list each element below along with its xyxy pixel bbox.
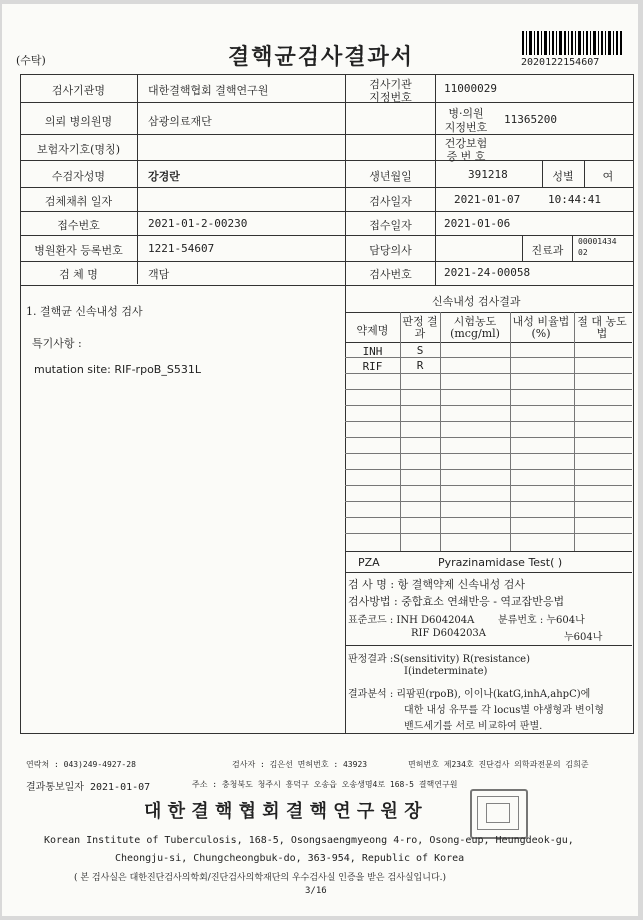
test-date-value: 2021-01-07 <box>454 193 521 206</box>
patient-name-value: 강경란 <box>148 170 180 183</box>
col-proportion: 내성 비율법(%) <box>512 315 570 340</box>
report-date: 결과통보일자 2021-01-07 <box>26 782 151 793</box>
test-method-line: 검사방법 : 중합효소 연쇄반응 - 역교잡반응법 <box>348 595 565 608</box>
organization-address-en-2: Cheongju-si, Chungcheongbuk-do, 363-954, Republic of Korea <box>115 853 465 864</box>
organization-address-en-1: Korean Institute of Tuberculosis, 168-5, Osongsaengmyeong 4-ro, Osong-eup, Heungdeok-gu, <box>44 835 574 846</box>
interpretation-line-2: I(indeterminate) <box>404 666 488 677</box>
drug-rif: RIF <box>362 360 383 373</box>
analysis-line-1: 결과분석 : 리팜핀(rpoB), 이이나(katG,inhA,ahpC)에 <box>348 689 591 700</box>
test-time-value: 10:44:41 <box>548 193 601 206</box>
mutation-site: mutation site: RIF-rpoB_S531L <box>34 363 201 376</box>
inst-code-value: 11000029 <box>444 82 497 95</box>
client-label: 의뢰 병의원명 <box>44 115 113 128</box>
contact-info: 연락처 : 043)249-4927-28 <box>26 760 136 769</box>
institution-value: 대한결핵협회 결핵연구원 <box>148 84 269 97</box>
address: 주소 : 충청북도 청주시 흥덕구 오송읍 오송생명4로 168-5 결핵연구원 <box>192 780 458 789</box>
sex-label: 성별 <box>552 170 574 183</box>
patient-reg-label: 병원환자 등록번호 <box>34 244 123 257</box>
hosp-code-label-1: 병·의원 <box>448 107 484 120</box>
doctor-label: 담당의사 <box>369 244 412 257</box>
patient-reg-value: 1221-54607 <box>148 242 215 255</box>
accept-date-value: 2021-01-06 <box>444 217 511 230</box>
institution-label: 검사기관명 <box>51 84 106 97</box>
document-page <box>2 4 638 916</box>
license-info: 면허번호 제234호 진단검사 의학과전문의 김희준 <box>408 760 589 769</box>
class-number-2: 누604나 <box>564 632 603 643</box>
insured-label: 보험자기호(명칭) <box>37 143 120 156</box>
pza-test: Pyrazinamidase Test( ) <box>438 556 563 569</box>
result-inh: S <box>416 344 424 357</box>
col-result: 판정 결과 <box>402 315 438 340</box>
col-absolute: 절 대 농도법 <box>577 315 627 340</box>
test-number-label: 검사번호 <box>369 268 412 281</box>
page-number: 3/16 <box>305 886 327 896</box>
official-seal <box>470 789 528 839</box>
test-date-label: 검사일자 <box>369 195 412 208</box>
hosp-code-value: 11365200 <box>504 113 557 126</box>
sex-value: 여 <box>602 170 614 183</box>
analysis-line-2: 대한 내성 유무를 각 locus별 야생형과 변이형 <box>404 705 605 716</box>
inst-code-label-1: 검사기관 <box>369 78 412 91</box>
accept-date-label: 접수일자 <box>369 219 412 232</box>
col-drug: 약제명 <box>356 324 389 337</box>
results-section <box>20 285 634 734</box>
inst-code-label-2: 지정번호 <box>369 91 412 104</box>
interpretation-line-1: 판정결과 :S(sensitivity) R(resistance) <box>348 654 531 665</box>
birth-label: 생년월일 <box>369 170 412 183</box>
receipt-mark: (수탁) <box>16 54 46 67</box>
collection-date-label: 검체채취 일자 <box>44 195 113 208</box>
barcode <box>522 31 622 55</box>
test-item: 1. 결핵균 신속내성 검사 <box>26 305 143 318</box>
pza-label: PZA <box>358 556 380 569</box>
department-value-2: 02 <box>578 248 588 257</box>
client-value: 삼광의료재단 <box>148 115 212 128</box>
standard-code-inh: 표준코드 : INH D604204A <box>348 615 475 626</box>
test-name-line: 검 사 명 : 항 결핵약제 신속내성 검사 <box>348 578 525 591</box>
accept-number-label: 접수번호 <box>57 219 100 232</box>
drug-inh: INH <box>362 345 383 358</box>
analysis-line-3: 밴드세기를 서로 비교하여 판별. <box>404 721 543 732</box>
document-title: 결핵균검사결과서 <box>228 44 415 70</box>
test-number-value: 2021-24-00058 <box>444 266 531 279</box>
specimen-value: 객담 <box>148 268 170 281</box>
standard-code-rif: RIF D604203A <box>411 628 487 639</box>
birth-value: 391218 <box>468 168 508 181</box>
department-value-1: 00001434 <box>578 237 617 246</box>
result-rif: R <box>416 359 424 372</box>
accept-number-value: 2021-01-2-00230 <box>148 217 248 230</box>
hosp-code-label-2: 지정번호 <box>444 121 488 134</box>
susceptibility-title: 신속내성 검사결과 <box>432 295 521 308</box>
certification-note: ( 본 검사실은 대한진단검사의학회/진단검사의학재단의 우수검사실 인증을 받은 검사실입니다.) <box>74 873 447 883</box>
specimen-label: 검 체 명 <box>59 268 98 281</box>
department-label: 진료과 <box>531 244 564 257</box>
class-number-1: 분류번호 : 누604나 <box>498 615 585 626</box>
barcode-number: 2020122154607 <box>521 57 600 68</box>
health-label-2: 증 번 호 <box>446 150 486 163</box>
health-label-1: 건강보험 <box>444 137 488 150</box>
examiner-info: 검사자 : 김은선 면허번호 : 43923 <box>232 760 368 769</box>
patient-name-label: 수검자성명 <box>51 170 106 183</box>
organization-name: 대 한 결 핵 협 회 결 핵 연 구 원 장 <box>144 801 422 822</box>
col-concentration: 시험농도 (mcg/ml) <box>450 315 500 340</box>
notes-label: 특기사항 : <box>32 337 82 350</box>
